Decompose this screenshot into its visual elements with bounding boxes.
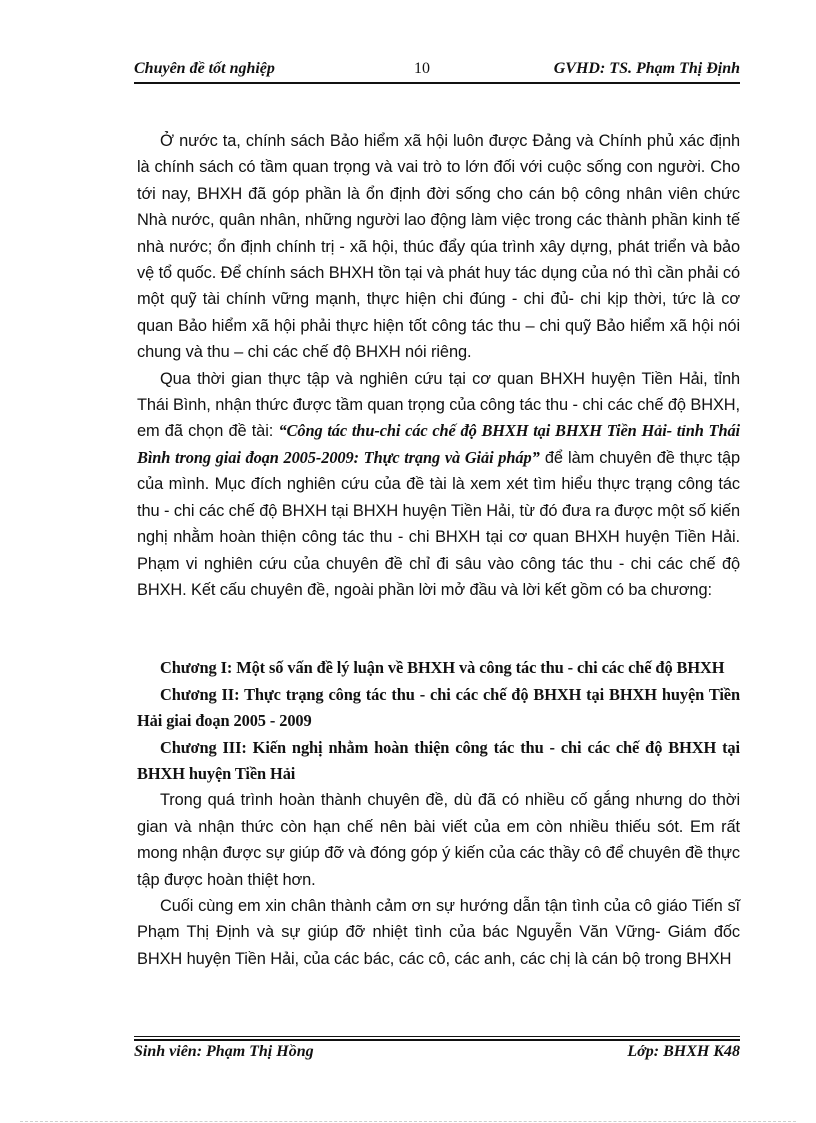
footer-class: Lớp: BHXH K48	[627, 1043, 740, 1060]
paragraph-acknowledgement: Cuối cùng em xin chân thành cảm ơn sự hướng dẫn tận tình của cô giáo Tiến sĩ Phạm Thị Định và sự giúp đỡ nhiệt tình của bác Nguyễn Văn Vững- Giám đốc BHXH huyện Tiền Hải, của các bác, các cô, các anh, các chị là cán bộ trong BHXH	[137, 896, 740, 968]
paragraph-topic	[137, 366, 740, 604]
footer-student: Sinh viên: Phạm Thị Hồng	[134, 1043, 314, 1060]
section-spacer	[137, 603, 740, 655]
page-header	[134, 60, 740, 84]
topic-lead-text: Qua thời gian thực tập và nghiên cứu tại cơ quan BHXH huyện Tiền Hải, tỉnh Thái Bình, nhận thức được tầm quan trọng của công tác thu - chi các chế độ BHXH, em đã chọn đề tài:	[137, 369, 740, 441]
header-rule	[134, 82, 740, 84]
thesis-title: “Công tác thu-chi các chế độ BHXH tại BHXH Tiền Hải- tỉnh Thái Bình trong giai đoạn 2005-2009: Thực trạng và Giải pháp”	[137, 421, 741, 467]
document-body	[137, 128, 740, 972]
page-boundary	[20, 1121, 796, 1122]
page-footer	[134, 1043, 740, 1065]
chapter-2: Chương II: Thực trạng công tác thu - chi các chế độ BHXH tại BHXH huyện Tiền Hải giai đoạn 2005 - 2009	[137, 684, 740, 731]
paragraph-intro: Ở nước ta, chính sách Bảo hiểm xã hội luôn được Đảng và Chính phủ xác định là chính sách có tầm quan trọng và vai trò to lớn đối với cuộc sống con người. Cho tới nay, BHXH đã góp phần là ổn định đời sống cho cán bộ công nhân viên chức Nhà nước, quân nhân, những người lao động làm việc trong các thành phần kinh tế nhà nước; ổn định chính trị - xã hội, thúc đẩy qúa trình xây dựng, phát triển và bảo vệ tổ quốc. Để chính sách BHXH tồn tại và phát huy tác dụng của nó thì cần phải có một quỹ tài chính vững mạnh, thực hiện chi đúng - chi đủ- chi kịp thời, tức là cơ quan Bảo hiểm xã hội phải thực hiện tốt công tác thu – chi quỹ Bảo hiểm xã hội nói chung và thu – chi các chế độ BHXH nói riêng.	[137, 132, 740, 362]
paragraph-limitations: Trong quá trình hoàn thành chuyên đề, dù đã có nhiều cố gắng nhưng do thời gian và nhận thức còn hạn chế nên bài viết của em còn nhiều thiếu sót. Em rất mong nhận được sự giúp đỡ và đóng góp ý kiến của các thầy cô để chuyên đề thực tập được hoàn thiệt hơn.	[137, 791, 740, 889]
header-supervisor: GVHD: TS. Phạm Thị Định	[553, 60, 740, 77]
footer-rule-bottom	[134, 1039, 740, 1041]
page-number: 10	[414, 60, 430, 77]
footer-rule-top	[134, 1036, 740, 1037]
chapter-1: Chương I: Một số vấn đề lý luận về BHXH và công tác thu - chi các chế độ BHXH	[160, 658, 725, 678]
topic-rest-text: để làm chuyên đề thực tập của mình. Mục đích nghiên cứu của đề tài là xem xét tìm hiểu thực trạng công tác thu - chi các chế độ BHXH tại BHXH huyện Tiền Hải, từ đó đưa ra được một số kiến nghị nhằm hoàn thiện công tác thu - chi BHXH tại cơ quan BHXH huyện Tiền Hải. Phạm vi nghiên cứu của chuyên đề chỉ đi sâu vào công tác thu - chi các chế độ BHXH. Kết cấu chuyên đề, ngoài phần lời mở đầu và lời kết gồm có ba chương:	[137, 448, 740, 599]
chapter-3: Chương III: Kiến nghị nhằm hoàn thiện công tác thu - chi các chế độ BHXH tại BHXH huyện Tiền Hải	[137, 737, 740, 783]
header-document-type: Chuyên đề tốt nghiệp	[134, 60, 275, 77]
